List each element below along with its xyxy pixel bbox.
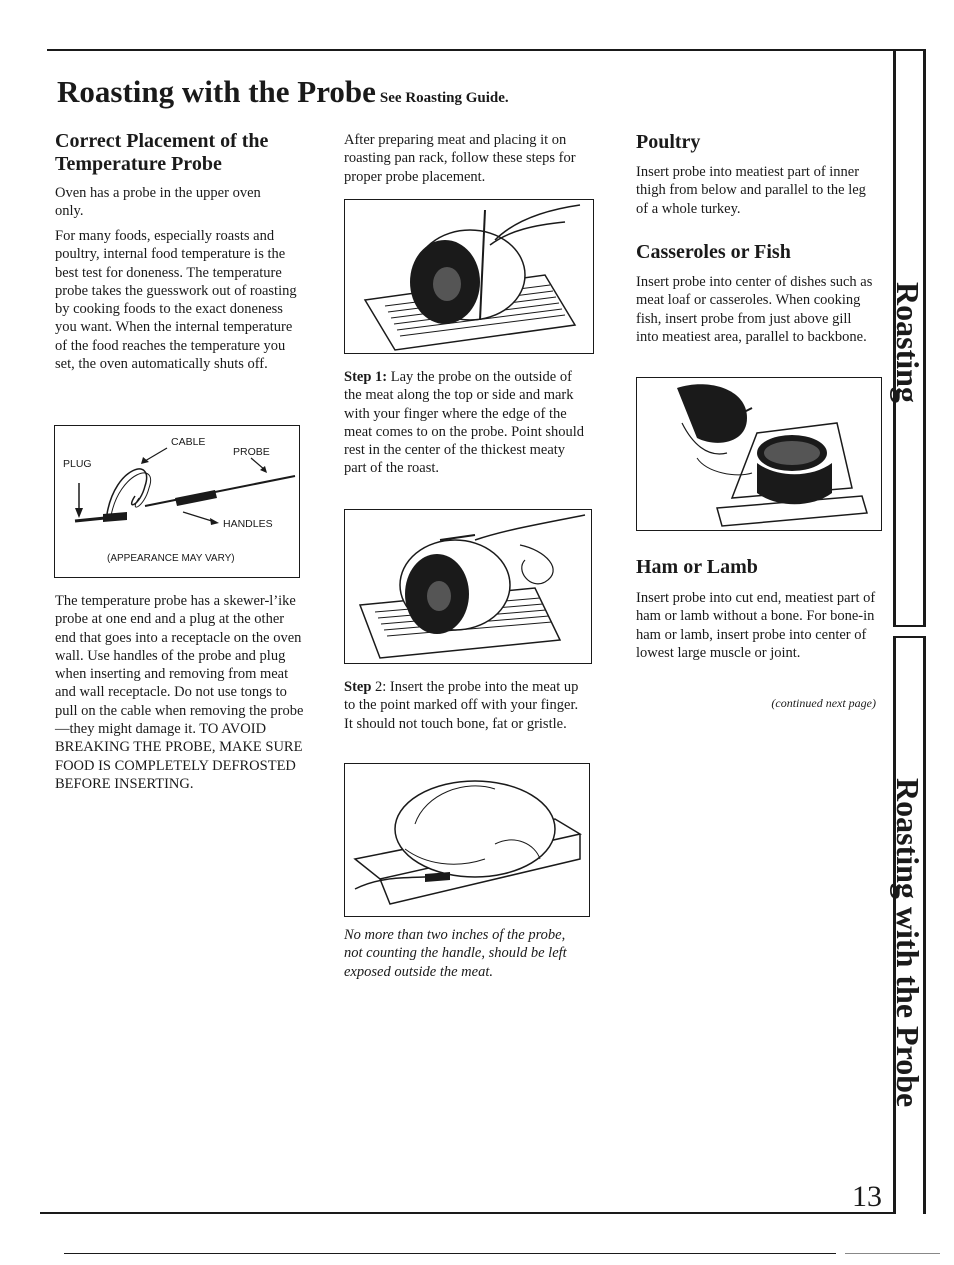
col1-paragraph-1: Oven has a probe in the upper oven only. — [55, 185, 261, 220]
label-appearance-note: (APPEARANCE MAY VARY) — [107, 553, 235, 564]
casseroles-text: Insert probe into center of dishes such as meat loaf or casseroles. When cooking fish, insert probe from just above gill into meatiest area, parallel to backbone. — [636, 274, 873, 345]
label-plug: PLUG — [63, 458, 92, 470]
side-tab-roasting-with-probe: Roasting with the Probe — [890, 778, 926, 1108]
poultry-text-block — [636, 163, 876, 218]
step1-body: Lay the probe on the outside of the meat along the top or side and mark with your finger where the edge of the meat comes to on the probe. Point should rest in the center of the thickest meaty part of the roast. — [344, 369, 585, 477]
turkey-caption: No more than two inches of the probe, not counting the handle, should be left exposed outside the meat. — [344, 927, 567, 980]
col1-heading-block — [55, 130, 305, 176]
ham-heading-block — [636, 556, 876, 579]
page-title-text: Roasting with the Probe — [57, 74, 376, 109]
step1-block — [344, 368, 589, 478]
ham-text: Insert probe into cut end, meatiest part of ham or lamb without a bone. For bone-in ham or lamb, insert probe into center of lowest large muscle or joint. — [636, 590, 876, 661]
col2-intro-block — [344, 131, 594, 186]
step2-body: 2: Insert the probe into the meat up to the point marked off with your finger. It should not touch bone, fat or gristle. — [344, 679, 579, 732]
ham-text-block — [636, 589, 876, 662]
step2-figure — [344, 509, 592, 664]
step1-illustration — [345, 200, 593, 353]
label-cable: CABLE — [171, 436, 206, 448]
footer-rule — [64, 1253, 836, 1254]
col2-intro: After preparing meat and placing it on roasting pan rack, follow these steps for proper probe placement. — [344, 132, 576, 185]
bottom-rule — [40, 1212, 893, 1214]
casseroles-heading: Casseroles or Fish — [636, 241, 791, 263]
page-title — [57, 74, 509, 116]
casserole-figure — [636, 377, 882, 531]
turkey-figure — [344, 763, 590, 917]
side-tab-roasting: Roasting — [890, 282, 926, 403]
casseroles-text-block — [636, 273, 876, 346]
continued-block — [636, 694, 876, 712]
step2-label: Step — [344, 679, 372, 695]
step1-label: Step 1: — [344, 369, 388, 385]
step2-block — [344, 678, 579, 733]
turkey-illustration — [345, 764, 589, 916]
col1-p3-block — [55, 592, 305, 793]
page-subtitle: See Roasting Guide. — [379, 90, 509, 106]
footer-rule-short — [845, 1253, 940, 1254]
col1-p1-block — [55, 184, 280, 221]
col1-p2-block — [55, 227, 303, 373]
poultry-heading-block — [636, 131, 876, 154]
step2-text — [344, 678, 579, 733]
col1-paragraph-2: For many foods, especially roasts and poultry, internal food temperature is the best test for doneness. The temperature probe takes the guesswork out of roasting by cooking foods to the exact doneness you want. When the internal temperature of the food reaches the temperature you set, the oven automatically shuts off. — [55, 228, 297, 373]
label-probe: PROBE — [233, 446, 270, 458]
step1-figure — [344, 199, 594, 354]
top-rule — [47, 49, 893, 51]
continued-note: (continued next page) — [771, 696, 876, 710]
probe-diagram — [54, 425, 300, 578]
step2-illustration — [345, 510, 591, 663]
casseroles-heading-block — [636, 241, 876, 264]
casserole-illustration — [637, 378, 881, 530]
poultry-heading: Poultry — [636, 131, 701, 153]
placement-heading: Correct Placement of the Temperature Probe — [55, 130, 269, 175]
col1-paragraph-3: The temperature probe has a skewer-l’ike probe at one end and a plug at the other end that goes into a receptacle on the oven wall. Use handles of the probe and plug when inserting and removing from meat and wall receptacle. Do not use tongs to pull on the cable when removing the probe—they might damage it. TO AVOID BREAKING THE PROBE, MAKE SURE FOOD IS COMPLETELY DEFROSTED BEFORE INSERTING. — [55, 593, 304, 792]
ham-heading: Ham or Lamb — [636, 556, 758, 578]
poultry-text: Insert probe into meatiest part of inner thigh from below and parallel to the leg of a whole turkey. — [636, 164, 866, 217]
label-handles: HANDLES — [223, 518, 273, 530]
page-number: 13 — [852, 1180, 882, 1213]
turkey-caption-block — [344, 926, 584, 981]
step1-text — [344, 368, 589, 478]
